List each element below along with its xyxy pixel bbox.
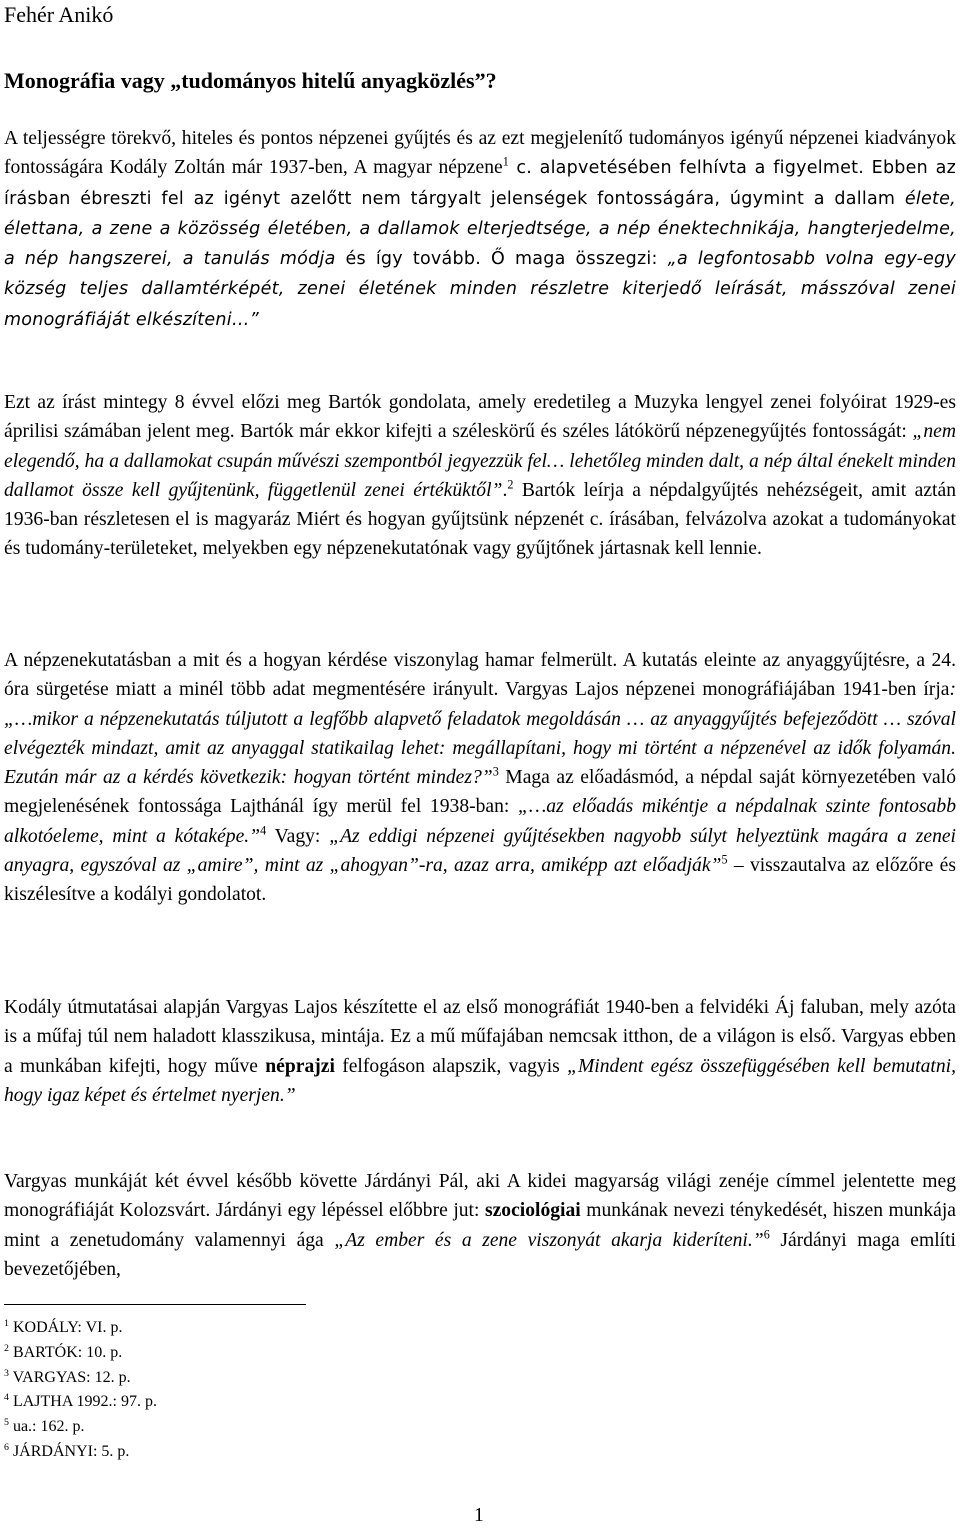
footnote-ref-1[interactable]: 1 (502, 155, 509, 170)
paragraph-text: – visszautalva az előzőre és kiszélesítve a kodályi gondolatot. (4, 855, 956, 906)
quote-text: „nem elegendő, ha a dallamokat csupán művészi szempontból jegyezzük fel… lehetőleg minden dalt, a nép által énekelt minden dallamot össze kell gyűjtenünk, függetlenül zenei értéküktől” (4, 421, 956, 501)
document-title: Monográfia vagy „tudományos hitelű anyagközlés”? (4, 68, 497, 93)
paragraph-text: A népzenekutatásban a mit és a hogyan kérdése viszonylag hamar felmerült. A kutatás eleinte az anyaggyűjtésre, a 24. óra sürgetése miatt a minél több adat megmentésére irányult. Vargyas Lajos népzenei monográfiájában 1941-ben írja (4, 650, 956, 701)
quote-text: : „…mikor a népzenekutatás túljutott a legfőbb alapvető feladatok megoldásán … az anyaggyűjtés befejeződött … szóval elvégezték mindazt, amit az anyaggal statikailag lehet: megállapítani, hogy mi történt a népzenével az idők folyamán. Ezután már az a kérdés következik: hogyan történt mindez?” (4, 679, 956, 789)
footnote (4, 1440, 504, 1465)
footnote-ref-2[interactable]: 2 (507, 477, 514, 492)
footnote-number: 5 (4, 1417, 9, 1429)
footnotes (4, 1316, 504, 1465)
page-number: 1 (474, 1505, 484, 1526)
footnote-number: 6 (4, 1442, 9, 1454)
footnote-number: 3 (4, 1367, 9, 1379)
paragraph-3 (4, 646, 956, 910)
footnote (4, 1366, 504, 1391)
footnote-text: ua.: 162. p. (8, 1418, 85, 1436)
paragraph-5 (4, 1167, 956, 1284)
paragraph-text: Kodály útmutatásai alapján Vargyas Lajos készítette el az első monográfiát 1940-ben a felvidéki Áj faluban, mely azóta is a műfaj túl nem haladott klasszikusa, mintája. Ez a mű műfajában nemcsak itthon, de a világon is első. Vargyas ebben a munkában kifejti, hogy műve (4, 997, 956, 1077)
paragraph-text: Vargyas munkáját két évvel később követte Járdányi Pál, aki A kidei magyarság világi zenéje címmel jelentette meg monográfiáját Kolozsvárt. Járdányi egy lépéssel előbbre jut: (4, 1171, 956, 1222)
footnote (4, 1316, 504, 1341)
bold-text: néprajzi (265, 1055, 335, 1077)
paragraph-text: Vagy: (266, 825, 330, 847)
footnote-ref-3[interactable]: 3 (492, 764, 499, 779)
bold-text: szociológiai (484, 1200, 581, 1222)
paragraph-text: Bartók leírja a népdalgyűjtés nehézségeit, amit aztán 1936-ban részletesen el is magyaráz Miért és hogyan gyűjtsünk népzenét c. írásában, felvázolva azokat a tudományokat és tudomány-területeket, melyekben egy népzenekutatónak vagy gyűjtőnek jártasnak kell lennie. (4, 479, 956, 560)
footnote-separator (4, 1304, 306, 1305)
paragraph-text: munkának nevezi ténykedését, hiszen munkája mint a zenetudomány valamennyi ága (4, 1200, 956, 1251)
quote-text: „…az előadás mikéntje a népdalnak szinte fontosabb alkotóeleme, mint a kótaképe.” (4, 796, 957, 847)
footnote-text: KODÁLY: VI. p. (8, 1319, 123, 1336)
quote-text: „a legfontosabb volna egy-egy község teljes dallamtérképét, zenei életének minden részletre kiterjedő leírását, másszóval zenei monográfiáját elkészíteni…” (4, 249, 956, 330)
author-name: Fehér Anikó (4, 2, 114, 27)
quote-text: „Az ember és a zene viszonyát akarja kideríteni.” (334, 1229, 764, 1251)
paragraph-2 (4, 388, 956, 564)
footnote (4, 1341, 504, 1366)
footnote-text: JÁRDÁNYI: 5. p. (8, 1442, 130, 1460)
italic-text: élete, élettana, a zene a közösség életében, a dallamok elterjedtsége, a nép énektechnikája, hangterjedelme, a nép hangszerei, a tanulás módja (4, 188, 956, 270)
paragraph-text: Maga az előadásmód, a népdal saját környezetében való megjelenésének fontossága Lajthánál így merül fel 1938-ban: (4, 767, 956, 818)
footnote-text: VARGYAS: 12. p. (8, 1368, 131, 1386)
footnote (4, 1415, 504, 1440)
footnote-text: BARTÓK: 10. p. (8, 1343, 123, 1361)
paragraph-text: A teljességre törekvő, hiteles és pontos népzenei gyűjtés és az ezt megjelenítő tudományos igényű népzenei kiadványok fontosságára Kodály Zoltán már 1937-ben, A magyar népzene (4, 128, 956, 179)
paragraph-text: c. alapvetésében felhívta a figyelmet. Ebben az írásban ébreszti fel az igényt azelőtt nem tárgyalt jelenségek fontosságára, úgymint a dallam (4, 158, 957, 209)
footnote-number: 1 (4, 1318, 9, 1330)
footnote (4, 1390, 504, 1415)
footnote-ref-4[interactable]: 4 (260, 823, 267, 838)
paragraph-text: felfogáson alapszik, vagyis (334, 1055, 568, 1077)
paragraph-text: és így tovább. Ő maga összegzi: (335, 249, 668, 270)
paragraph-text: Ezt az írást mintegy 8 évvel előzi meg Bartók gondolata, amely eredetileg a Muzyka lengyel zenei folyóirat 1929-es áprilisi számában jelent meg. Bartók már ekkor kifejti a széleskörű és széles látókörű népzenegyűjtés fontosságát: (4, 392, 956, 443)
footnote-number: 2 (4, 1342, 9, 1354)
footnote-number: 4 (4, 1392, 9, 1404)
footnote-ref-5[interactable]: 5 (721, 852, 728, 867)
paragraph-4 (4, 993, 956, 1110)
footnote-text: LAJTHA 1992.: 97. p. (8, 1393, 157, 1411)
quote-text: „Az eddigi népzenei gyűjtésekben nagyobb súlyt helyeztünk magára a zenei anyagra, egyszóval az „amire”, mint az „ahogyan”-ra, azaz arra, amiképp azt előadják” (4, 825, 957, 877)
quote-text: „Mindent egész összefüggésében kell bemutatni, hogy igaz képet és értelmet nyerjen.” (4, 1055, 956, 1106)
paragraph-text: . (502, 479, 508, 501)
paragraph-1 (4, 124, 956, 335)
footnote-ref-6[interactable]: 6 (763, 1227, 770, 1242)
paragraph-text: Járdányi maga említi bevezetőjében, (4, 1229, 957, 1280)
